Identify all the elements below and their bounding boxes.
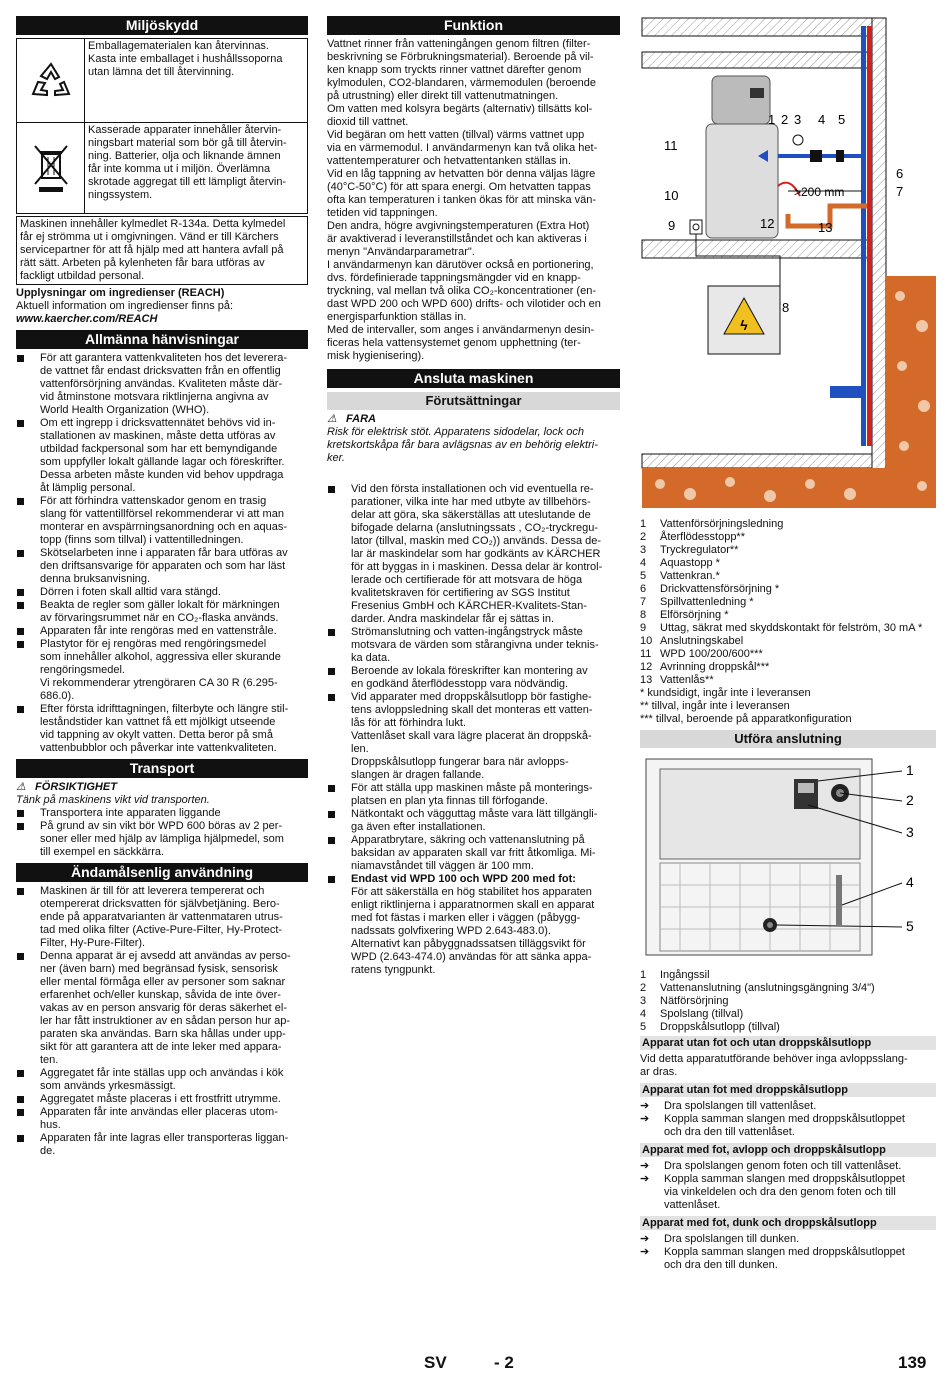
legend-item: 2 Vattenanslutning (anslutningsgängning 3/4") — [640, 982, 875, 994]
list-item: Efter första idrifttagningen, filterbyte och längre stil- leståndstider kan vattnet få ett mjölkigt utseende vid tappning av okylt vatten. Detta beror på små vattenbubblor och påverkar inte vattenkvaliteten. — [16, 703, 308, 755]
footer-page-number: 139 — [898, 1353, 927, 1372]
list-item: Beroende av lokala föreskrifter kan montering av en godkänd återflödesstopp vara nödvändig. — [327, 665, 620, 691]
waste-row — [17, 123, 307, 213]
diagram-label-5: 5 — [838, 112, 846, 127]
list-item: ➔ Dra spolslangen till vattenlåset. — [640, 1100, 936, 1113]
list-item: Endast vid WPD 100 och WPD 200 med fot: För att säkerställa en hög stabilitet hos apparaten enligt riktlinjerna i apparatnormen skall en apparat med fot fästas i marken eller i väggen (påbygg- nadssats golvfixering WPD 2.643-483.0). Alternativt kan påbyggnadssatsen tilläggsvikt för WPD (2.643-474.0) användas för att sänka appa- ratens tyngpunkt. — [327, 873, 620, 977]
diagram-label-2: 2 — [781, 112, 789, 127]
legend-item: 11 WPD 100/200/600*** — [640, 648, 763, 660]
subsection-title-d: Apparat med fot, dunk och droppskålsutlopp — [640, 1216, 936, 1230]
legend-item: 10 Anslutningskabel — [640, 635, 744, 647]
connection-label-1: 1 — [906, 762, 914, 778]
reach-block — [16, 287, 308, 326]
list-item: ➔ Dra spolslangen till dunken. — [640, 1233, 936, 1246]
legend-item: 6 Drickvattensförsörjning * — [640, 583, 780, 595]
list-item: Apparaten får inte användas eller placeras utom- hus. — [16, 1106, 308, 1132]
list-item: På grund av sin vikt bör WPD 600 böras av 2 per- soner eller med hjälp av lämpliga hjälpmedel, som till exempel en säckkärra. — [16, 820, 308, 859]
reach-text: Aktuell information om ingredienser finns på: — [16, 300, 234, 312]
list-item: Apparatbrytare, säkring och vattenanslutning på baksidan av apparaten skall var fritt åtkomliga. Mi- niamavståndet till väggen är 100 mm. — [327, 834, 620, 873]
connection-diagram — [640, 755, 936, 963]
list-item: Nätkontakt och vägguttag måste vara lätt tillgängli- ga även efter installationen. — [327, 808, 620, 834]
diagram-label-4: 4 — [818, 112, 826, 127]
legend-item: 13 Vattenlås** — [640, 674, 714, 686]
subsection-title-c: Apparat med fot, avlopp och droppskålsutlopp — [640, 1143, 936, 1157]
section-title-prereq: Förutsättningar — [327, 392, 620, 410]
subsection-list-d — [640, 1233, 936, 1272]
legend-item: 3 Nätförsörjning — [640, 995, 729, 1007]
footnote: *** tillval, beroende på apparatkonfiguration — [640, 713, 852, 725]
column-middle — [327, 16, 620, 977]
list-item: Denna apparat är ej avsedd att användas av perso- ner (även barn) med begränsad fysisk, sensorisk eller mental förmåga eller av personer som saknar erfarenhet och/eller kunskap, såvida de inte över- vakas av en person ansvarig för deras säkerhet el- ler har fått instruktioner av en sådan person hur ap- paraten ska användas. Barn ska hållas under upp- sikt för att garantera att de inte leker med appara- ten. — [16, 950, 308, 1067]
usage-list — [16, 885, 308, 1158]
column-left — [16, 16, 308, 1158]
legend-item: 3 Tryckregulator** — [640, 544, 739, 556]
subsection-text-a: Vid detta apparatutförande behöver inga avloppsslang- ar dras. — [640, 1053, 908, 1078]
waste-text: Kasserade apparater innehåller återvin- ningsbart material som bör gå till återvin- ning. Batterier, olja och liknande ämnen får inte komma ut i miljön. Överlämna skrotade aggregat till ett lämpligt återvin- ningssystem. — [88, 124, 287, 201]
recycle-icon — [17, 39, 85, 122]
section-title-function: Funktion — [327, 16, 620, 35]
prereq-list — [327, 483, 620, 977]
warning-icon: ⚠ — [16, 781, 26, 793]
crossed-bin-icon — [17, 123, 85, 213]
diagram-label-1: 1 — [768, 112, 776, 127]
environment-table — [16, 38, 308, 214]
list-item: Vid apparater med droppskålsutlopp bör fastighe- tens avloppsledning skall det monteras ett vatten- lås för att förhindra lukt. Vattenlåset skall vara lägre placerat än droppskå- len. Droppskålsutlopp fungerar bara när avlopps- slangen är dragen fallande. — [327, 691, 620, 782]
diagram-label-3: 3 — [794, 112, 802, 127]
general-list — [16, 352, 308, 755]
footer-section-page: - 2 — [494, 1353, 514, 1372]
legend-item: 4 Spolslang (tillval) — [640, 1008, 744, 1020]
legend-installation — [640, 518, 936, 726]
connection-label-2: 2 — [906, 792, 914, 808]
list-item: Om ett ingrepp i dricksvattennätet behövs vid in- stallationen av maskinen, måste detta utföras av utbildad fackpersonal som har ett bemyndigande som uppfyller lokalt gällande lagar och föreskrifter. Dessa arbeten måste kunden vid behov uppdraga åt lämplig personal. — [16, 417, 308, 495]
section-title-perform: Utföra anslutning — [640, 730, 936, 748]
diagram-dimension: >200 mm — [794, 185, 845, 199]
list-item: För att ställa upp maskinen måste på monterings- platsen en plan yta finnas till förfogande. — [327, 782, 620, 808]
list-item: Vid den första installationen och vid eventuella re- parationer, vilka inte har med utbyte av tillbehörs- delar att göra, ska säkerställas att uteslutande de bifogade delarna (anslutningssats , CO₂-tryckregu- lator (tillval, maskin med CO₂)) används. Dessa de- lar är maskindelar som har godkänts av KÄRCHER för att byggas in i maskinen. Dessa delar är kontrol- lerade och certifierade för att motsvara de höga kvalitetskraven för certifiering av SGS Institut Fresenius GmbH och KÄRCHER-Kvalitets-Stan- darder. Andra maskindelar får ej sättas in. — [327, 483, 620, 626]
function-text: Vattnet rinner från vatteningången genom filtren (filter- beskrivning se Förbrukningsmaterial). Beroende på vil- ken knapp som tryckts rinner vattnet därefter genom kylmodulen, CO2-blandaren, värmemodulen (beroende på utrustning) eller direkt till vattenutmatningen. Om vatten med kolsyra begärts (alternativ) tillsätts kol- dioxid till vattnet. Vid begäran om hett vatten (tillval) värms vattnet upp via en värmemodul. I användarmenyn kan två olika het- vattentemperaturer och hetvattentanken ställas in. Vid en låg tappning av hetvatten bör denna väljas lägre (40°C-50°C) för att spara energi. Om hetvatten tappas ofta kan temperaturen i tanken ökas för att minska vän- tetiden vid tappningen. Den andra, högre avgivningstemperaturen (Extra Hot) är avaktiverad i leveranstillståndet och kan aktiveras i menyn "Användarparametrar". I användarmenyn kan därutöver också en portionering, dvs. fördefinierade tappningsmängder vid en knapp- tryckning, val mellan två olika CO₂-koncentrationer (en- dast WPD 200 och WPD 600) drifts- och vilotider och en energisparfunktion ställas in. Med de intervaller, som anges i användarmenyn desin- ficeras hela vattensystemet genom upphettning (ter- misk hygienisering). — [327, 38, 601, 362]
list-item: Apparaten får inte rengöras med en vattenstråle. — [16, 625, 308, 638]
list-item: Beakta de regler som gäller lokalt för märkningen av förvaringsrummet när en CO₂-flaska används. — [16, 599, 308, 625]
svg-text:ϟ: ϟ — [740, 317, 748, 333]
list-item: Aggregatet får inte ställas upp och användas i kök som används yrkesmässigt. — [16, 1067, 308, 1093]
section-title-miljoskydd: Miljöskydd — [16, 16, 308, 35]
list-item: ➔ Koppla samman slangen med droppskålsutloppet och dra den till vattenlåset. — [640, 1113, 936, 1139]
connection-label-3: 3 — [906, 824, 914, 840]
subsection-title-b: Apparat utan fot med droppskålsutlopp — [640, 1083, 936, 1097]
installation-diagram — [640, 16, 936, 512]
legend-item: 12 Avrinning droppskål*** — [640, 661, 770, 673]
diagram-label-6: 6 — [896, 166, 904, 181]
reach-title: Upplysningar om ingredienser (REACH) — [16, 287, 225, 299]
legend-item: 5 Vattenkran.* — [640, 570, 720, 582]
list-item: För att förhindra vattenskador genom en trasig slang för vattentillförsel rekommenderar vi att man monterar en avspärrningsanordning och en aquas- topp (finns som tillval) i vattentilledningen. — [16, 495, 308, 547]
subsection-list-c — [640, 1160, 936, 1212]
footnote: ** tillval, ingår inte i leveransen — [640, 700, 790, 712]
refrigerant-note: Maskinen innehåller kylmedlet R-134a. Detta kylmedel får ej strömma ut i omgivningen. Vänd er till Kärchers servicepartner för att få hjälp med att hantera avfall på rätt sätt. Arbeten på kylenheten får bara utföras av fackligt utbildad personal. — [16, 216, 308, 285]
subsection-title-a: Apparat utan fot och utan droppskålsutlopp — [640, 1036, 936, 1050]
legend-item: 9 Uttag, säkrat med skyddskontakt för felström, 30 mA * — [640, 622, 923, 634]
list-item: ➔ Dra spolslangen genom foten och till vattenlåset. — [640, 1160, 936, 1173]
list-item: Apparaten får inte lagras eller transporteras liggan- de. — [16, 1132, 308, 1158]
transport-list — [16, 807, 308, 859]
list-item: ➔ Koppla samman slangen med droppskålsutloppet via vinkeldelen och dra den genom foten och till vattenlåset. — [640, 1173, 936, 1212]
recycle-text: Emballagematerialen kan återvinnas. Kasta inte emballaget i hushållssoporna utan lämna det till återvinning. — [88, 40, 283, 78]
diagram-label-13: 13 — [818, 220, 833, 235]
legend-item: 1 Vattenförsörjningsledning — [640, 518, 784, 530]
section-title-general: Allmänna hänvisningar — [16, 330, 308, 349]
warning-icon: ⚠ — [327, 413, 337, 425]
list-item: Dörren i foten skall alltid vara stängd. — [16, 586, 308, 599]
diagram-label-7: 7 — [896, 184, 904, 199]
legend-item: 2 Återflödesstopp** — [640, 531, 745, 543]
subsection-list-b — [640, 1100, 936, 1139]
list-item: Maskinen är till för att leverera tempererat och otempererat dricksvatten för självbetjäning. Bero- ende på apparatvarianten är vattenmataren utrus- tad med olika filter (Active-Pure-Filter, Hy-Protect- Filter, Hy-Pure-Filter). — [16, 885, 308, 950]
legend-connection — [640, 969, 936, 1034]
diagram-label-9: 9 — [668, 218, 676, 233]
diagram-label-8: 8 — [782, 300, 790, 315]
reach-link[interactable]: www.kaercher.com/REACH — [16, 313, 158, 325]
legend-item: 5 Droppskålsutlopp (tillval) — [640, 1021, 780, 1033]
legend-item: 8 Elförsörjning * — [640, 609, 729, 621]
list-item: Skötselarbeten inne i apparaten får bara utföras av den driftsansvarige för apparaten och som har läst denna bruksanvisning. — [16, 547, 308, 586]
diagram-label-12: 12 — [760, 216, 775, 231]
connection-label-4: 4 — [906, 874, 914, 890]
transport-warning: ⚠ FÖRSIKTIGHET Tänk på maskinens vikt vid transporten. — [16, 781, 210, 806]
list-item: Transportera inte apparaten liggande — [16, 807, 308, 820]
list-item: ➔ Koppla samman slangen med droppskålsutloppet och dra den till dunken. — [640, 1246, 936, 1272]
footnote: * kundsidigt, ingår inte i leveransen — [640, 687, 811, 699]
list-item: Strömanslutning och vatten-ingångstryck måste motsvara de värden som stårangivna under teknis- ka data. — [327, 626, 620, 665]
connection-label-5: 5 — [906, 918, 914, 934]
diagram-label-10: 10 — [664, 188, 679, 203]
list-item: Aggregatet måste placeras i ett frostfritt utrymme. — [16, 1093, 308, 1106]
legend-item: 1 Ingångssil — [640, 969, 710, 981]
diagram-label-11: 11 — [664, 138, 678, 153]
section-title-usage: Ändamålsenlig användning — [16, 863, 308, 882]
list-item: Plastytor för ej rengöras med rengöringsmedel som innehåller alkohol, aggressiva eller skurande rengöringsmedel. Vi rekommenderar ytrengöraren CA 30 R (6.295- 686.0). — [16, 638, 308, 703]
column-right — [640, 16, 936, 1272]
danger-warning: ⚠ FARA Risk för elektrisk stöt. Apparatens sidodelar, lock och kretskortskåpa får bara avlägsnas av en behörig elektri- ker. — [327, 413, 598, 464]
recycle-row — [17, 39, 307, 123]
legend-item: 7 Spillvattenledning * — [640, 596, 754, 608]
footer-language: SV — [424, 1353, 447, 1372]
list-item: För att garantera vattenkvaliteten hos det leverera- de vattnet får endast dricksvatten från en offentlig vattenförsörjning användas. Kvaliteten måste där- vid åtminstone motsvara riktlinjerna angivna av World Health Organization (WHO). — [16, 352, 308, 417]
legend-item: 4 Aquastopp * — [640, 557, 720, 569]
section-title-connect: Ansluta maskinen — [327, 369, 620, 388]
section-title-transport: Transport — [16, 759, 308, 778]
